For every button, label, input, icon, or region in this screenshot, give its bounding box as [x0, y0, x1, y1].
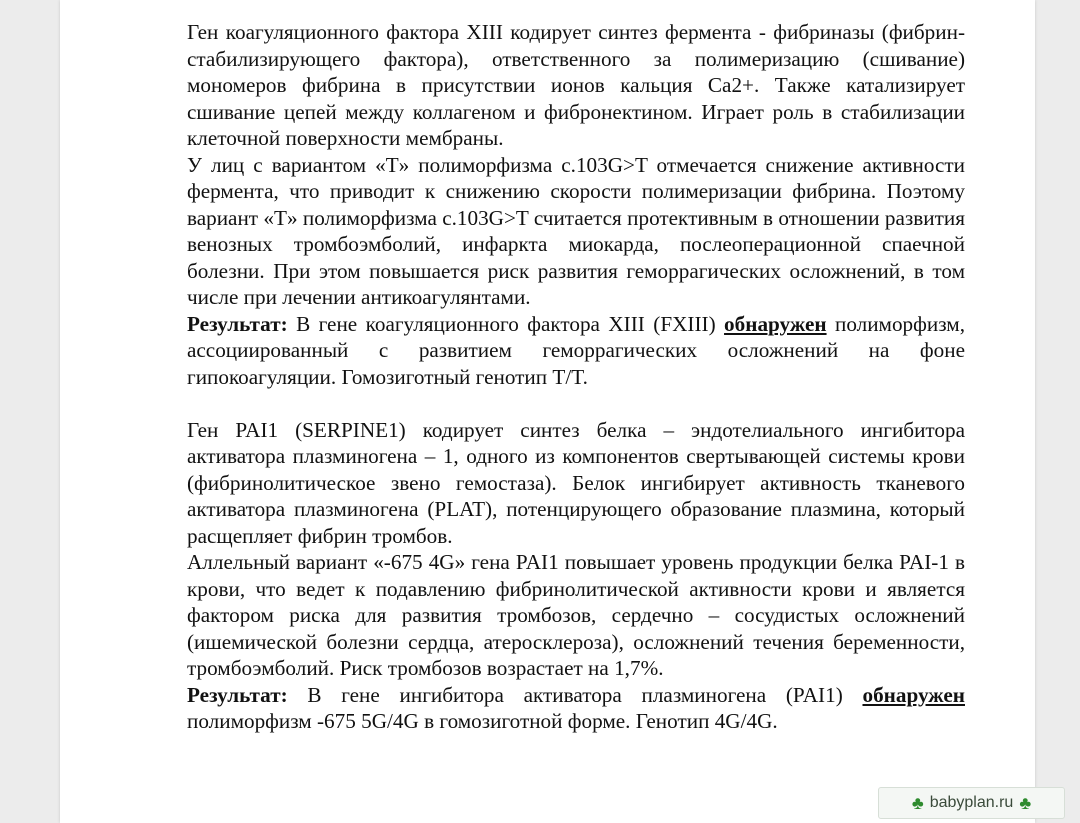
- paragraph-pai1-intro: Ген PAI1 (SERPINE1) кодирует синтез белка – эндотелиального ингибитора активатора плазминогена – 1, одного из компонентов свертывающей системы крови (фибринолитическое звено гемостаза). Белок ингибирует активность тканевого активатора плазминогена (PLAT), потенцирующего образование плазмина, который расщепляет фибрин тромбов.: [187, 417, 965, 548]
- result-text-post: полиморфизм -675 5G/4G в гомозиготной форме. Генотип 4G/4G.: [187, 709, 778, 733]
- result-found-mark: обнаружен: [862, 682, 965, 707]
- result-text-pre: В гене коагуляционного фактора XIII (FXIII): [287, 311, 725, 336]
- result-label: Результат:: [187, 311, 288, 336]
- result-found-mark: обнаружен: [724, 311, 827, 336]
- result-text-post: полиморфизм, ассоциированный с развитием геморрагических осложнений на фоне гипокоагуляции. Гомозиготный генотип T/T.: [187, 311, 965, 389]
- document-page: [60, 0, 1035, 823]
- document-text: [187, 19, 965, 735]
- result-text-pre: В гене ингибитора активатора плазминогена (PAI1): [287, 682, 863, 707]
- paragraph-fxiii-intro: Ген коагуляционного фактора XIII кодирует синтез фермента - фибриназы (фибрин-стабилизирующего фактора), ответственного за полимеризацию (сшивание) мономеров фибрина в присутствии ионов кальция Ca2+. Также катализирует сшивание цепей между коллагеном и фибронектином. Играет роль в стабилизации клеточной поверхности мембраны.: [187, 20, 965, 150]
- babyplan-watermark: [878, 787, 1065, 819]
- result-label: Результат:: [187, 682, 288, 707]
- watermark-text: babyplan.ru: [929, 794, 1014, 811]
- paragraph-fxiii-result: [187, 311, 965, 391]
- paragraph-pai1-result: [187, 682, 965, 735]
- paragraph-fxiii-variant: У лиц с вариантом «T» полиморфизма c.103G>T отмечается снижение активности фермента, что приводит к снижению скорости полимеризации фибрина. Поэтому вариант «T» полиморфизма c.103G>T считается протективным в отношении развития венозных тромбоэмболий, инфаркта миокарда, послеоперационной спаечной болезни. При этом повышается риск развития геморрагических осложнений, в том числе при лечении антикоагулянтами.: [187, 152, 965, 309]
- paragraph-pai1-variant: Аллельный вариант «-675 4G» гена PAI1 повышает уровень продукции белка PAI-1 в крови, что ведет к подавлению фибринолитической активности крови и является фактором риска для развития тромбозов, сердечно – сосудистых осложнений (ишемической болезни сердца, атеросклероза), осложнений течения беременности, тромбоэмболий. Риск тромбозов возрастает на 1,7%.: [187, 550, 965, 680]
- clover-icon: ♣: [911, 792, 924, 813]
- clover-icon: ♣: [1019, 792, 1032, 813]
